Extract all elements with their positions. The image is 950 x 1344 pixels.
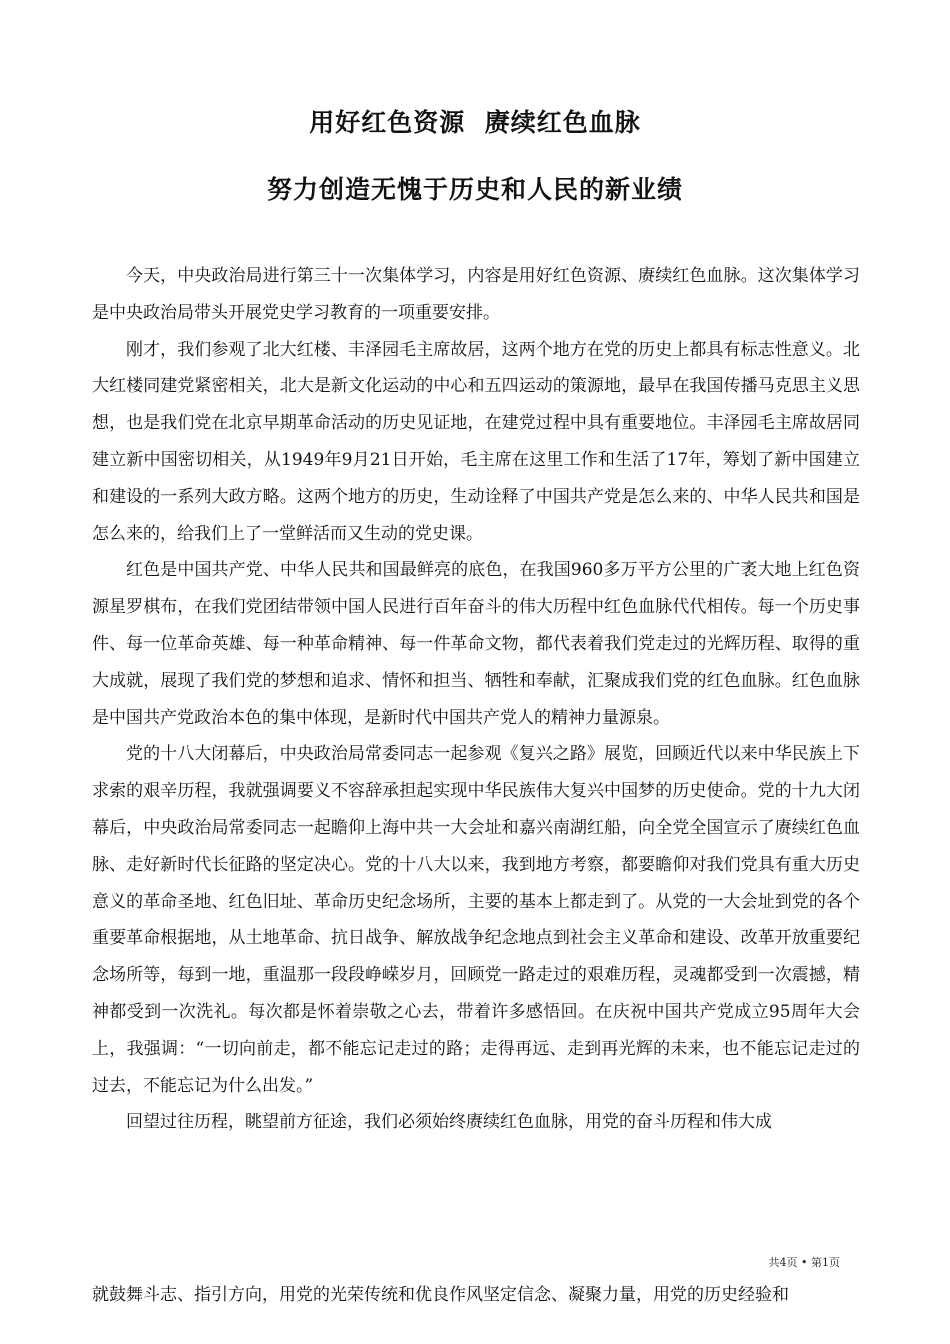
body-text — [92, 258, 860, 1141]
paragraph-continuation: 就鼓舞斗志、指引方向，用党的光荣传统和优良作风坚定信念、凝聚力量，用党的历史经验和 — [92, 1285, 789, 1305]
paragraph: 红色是中国共产党、中华人民共和国最鲜亮的底色，在我国960多万平方公里的广袤大地上红色资源星罗棋布，在我们党团结带领中国人民进行百年奋斗的伟大历程中红色血脉代代相传。每一个历史事件、每一位革命英雄、每一种革命精神、每一件革命文物，都代表着我们党走过的光辉历程、取得的重大成就，展现了我们党的梦想和追求、情怀和担当、牺牲和奉献，汇聚成我们党的红色血脉。红色血脉是中国共产党政治本色的集中体现，是新时代中国共产党人的精神力量源泉。 — [92, 560, 860, 728]
page-footer: 共4页 • 第1页 — [768, 1256, 840, 1269]
title-line-1: 用好红色资源 赓续红色血脉 — [309, 108, 641, 137]
paragraph: 回望过往历程，眺望前方征途，我们必须始终赓续红色血脉，用党的奋斗历程和伟大成 — [126, 1112, 772, 1133]
continuation-text — [92, 1277, 860, 1314]
paragraph: 刚才，我们参观了北大红楼、丰泽园毛主席故居，这两个地方在党的历史上都具有标志性意义。北大红楼同建党紧密相关，北大是新文化运动的中心和五四运动的策源地，最早在我国传播马克思主义思想，也是我们党在北京早期革命活动的历史见证地，在建党过程中具有重要地位。丰泽园毛主席故居同建立新中国密切相关，从1949年9月21日开始，毛主席在这里工作和生活了17年，筹划了新中国建立和建设的一系列大政方略。这两个地方的历史，生动诠释了中国共产党是怎么来的、中华人民共和国是怎么来的，给我们上了一堂鲜活而又生动的党史课。 — [92, 339, 860, 544]
title-line-2: 努力创造无愧于历史和人民的新业绩 — [266, 175, 683, 204]
paragraph: 党的十八大闭幕后，中央政治局常委同志一起参观《复兴之路》展览，回顾近代以来中华民族上下求索的艰辛历程，我就强调要义不容辞承担起实现中华民族伟大复兴中国梦的历史使命。党的十九大闭幕后，中央政治局常委同志一起瞻仰上海中共一大会址和嘉兴南湖红船，向全党全国宣示了赓续红色血脉、走好新时代长征路的坚定决心。党的十八大以来，我到地方考察，都要瞻仰对我们党具有重大历史意义的革命圣地、红色旧址、革命历史纪念场所，主要的基本上都走到了。从党的一大会址到党的各个重要革命根据地，从土地革命、抗日战争、解放战争纪念地点到社会主义革命和建设、改革开放重要纪念场所等，每到一地，重温那一段段峥嵘岁月，回顾党一路走过的艰难历程，灵魂都受到一次震撼，精神都受到一次洗礼。每次都是怀着崇敬之心去，带着许多感悟回。在庆祝中国共产党成立95周年大会上，我强调：“一切向前走，都不能忘记走过的路；走得再远、走到再光辉的未来，也不能忘记走过的过去，不能忘记为什么出发。” — [92, 744, 860, 1096]
paragraph: 今天，中央政治局进行第三十一次集体学习，内容是用好红色资源、赓续红色血脉。这次集体学习是中央政治局带头开展党史学习教育的一项重要安排。 — [92, 266, 860, 323]
